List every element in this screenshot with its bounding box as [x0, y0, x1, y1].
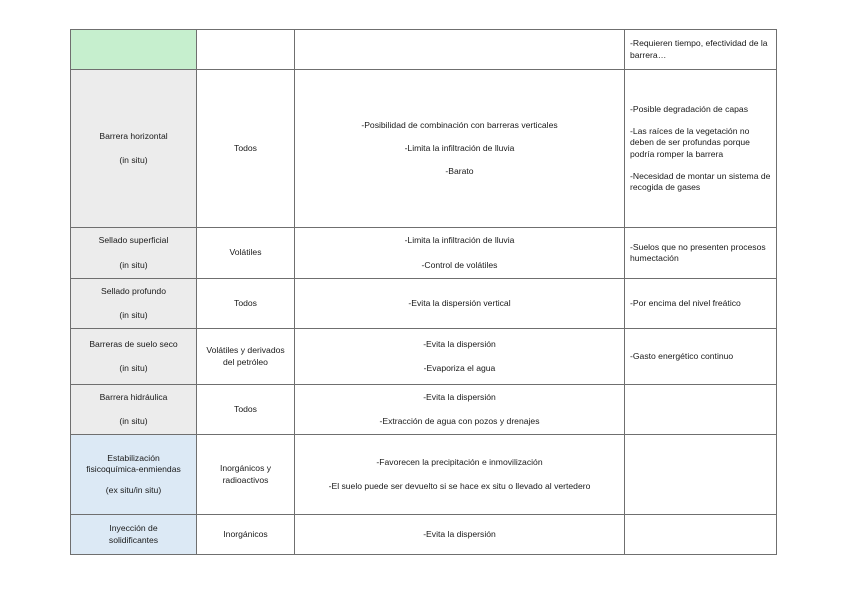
- advantage-text: -Evita la dispersión: [423, 528, 496, 539]
- limitation-text: -Posible degradación de capas: [630, 103, 749, 114]
- limitations-cell: [625, 515, 777, 555]
- limitation-text: -Gasto energético continuo: [630, 350, 734, 361]
- limitations-cell: [625, 30, 777, 70]
- advantage-text: -Evita la dispersión: [423, 338, 496, 349]
- table-row: [71, 279, 777, 329]
- table-row: [71, 435, 777, 515]
- technique-name: Sellado profundo: [101, 285, 166, 296]
- limitations-cell: [625, 70, 777, 228]
- technique-scope: (in situ): [119, 310, 148, 320]
- advantage-text: -Evita la dispersión vertical: [408, 297, 511, 308]
- technique-cell: [71, 515, 197, 555]
- advantages-cell: [295, 228, 625, 279]
- advantage-text: -Extracción de agua con pozos y drenajes: [379, 416, 540, 426]
- advantages-cell: [295, 435, 625, 515]
- technique-scope: (in situ): [119, 416, 148, 426]
- technique-name: Barreras de suelo seco: [89, 338, 178, 349]
- advantage-text: -Limita la infiltración de lluvia: [404, 142, 515, 153]
- technique-name: Sellado superficial: [98, 235, 169, 246]
- contaminant-text: Inorgánicos: [223, 528, 268, 539]
- table-row: [71, 30, 777, 70]
- technique-name: Inyección de solidificantes: [108, 523, 159, 545]
- technique-cell: [71, 279, 197, 329]
- technique-name: Estabilización fisicoquímica-enmiendas: [86, 452, 181, 474]
- table-row: [71, 329, 777, 385]
- advantages-cell: [295, 385, 625, 435]
- limitation-text: -Las raíces de la vegetación no deben de ser profundas porque podría romper la barrera: [630, 126, 750, 159]
- limitation-text: -Suelos que no presenten procesos humectación: [630, 241, 766, 263]
- contaminant-text: Todos: [234, 403, 257, 414]
- contaminant-cell: [197, 435, 295, 515]
- advantages-cell: [295, 70, 625, 228]
- technique-scope: (ex situ/in situ): [105, 485, 162, 496]
- technique-cell: [71, 70, 197, 228]
- technique-cell: [71, 30, 197, 70]
- technique-scope: (in situ): [119, 154, 148, 165]
- contaminant-text: Volátiles y derivados del petróleo: [206, 345, 285, 367]
- advantages-cell: [295, 329, 625, 385]
- advantage-text: -Barato: [445, 166, 474, 177]
- table-row: [71, 228, 777, 279]
- advantage-text: -Limita la infiltración de lluvia: [404, 235, 515, 246]
- advantage-text: -Posibilidad de combinación con barreras verticales: [361, 119, 558, 130]
- table-row: [71, 70, 777, 228]
- technique-scope: (in situ): [119, 259, 148, 270]
- technique-cell: [71, 228, 197, 279]
- contaminant-text: Todos: [234, 297, 257, 308]
- limitations-cell: [625, 228, 777, 279]
- limitation-text: -Necesidad de montar un sistema de recogida de gases: [630, 170, 771, 192]
- remediation-techniques-table: [70, 29, 777, 555]
- contaminant-text: Volátiles: [229, 247, 262, 258]
- technique-scope: (in situ): [119, 363, 148, 373]
- technique-name: Barrera hidráulica: [99, 391, 168, 402]
- contaminant-cell: [197, 329, 295, 385]
- limitation-text: -Requieren tiempo, efectividad de la barrera…: [630, 38, 768, 60]
- technique-cell: [71, 385, 197, 435]
- limitation-text: -Por encima del nivel freático: [630, 297, 741, 308]
- advantage-text: -Evita la dispersión: [423, 391, 496, 402]
- limitations-cell: [625, 329, 777, 385]
- advantages-cell: [295, 515, 625, 555]
- contaminant-cell: [197, 515, 295, 555]
- contaminant-text: Inorgánicos y radioactivos: [219, 463, 272, 485]
- table-row: [71, 515, 777, 555]
- technique-cell: [71, 435, 197, 515]
- contaminant-cell: [197, 385, 295, 435]
- contaminant-text: Todos: [234, 142, 257, 153]
- technique-name: Barrera horizontal: [99, 131, 168, 142]
- advantage-text: -Evaporiza el agua: [423, 363, 496, 373]
- contaminant-cell: [197, 279, 295, 329]
- contaminant-cell: [197, 70, 295, 228]
- limitations-cell: [625, 279, 777, 329]
- advantages-cell: [295, 30, 625, 70]
- table-row: [71, 385, 777, 435]
- advantage-text: -Control de volátiles: [421, 259, 498, 270]
- technique-cell: [71, 329, 197, 385]
- advantage-text: -El suelo puede ser devuelto si se hace ex situ o llevado al vertedero: [328, 480, 591, 491]
- limitations-cell: [625, 435, 777, 515]
- advantages-cell: [295, 279, 625, 329]
- limitations-cell: [625, 385, 777, 435]
- advantage-text: -Favorecen la precipitación e inmovilización: [376, 457, 543, 468]
- contaminant-cell: [197, 30, 295, 70]
- contaminant-cell: [197, 228, 295, 279]
